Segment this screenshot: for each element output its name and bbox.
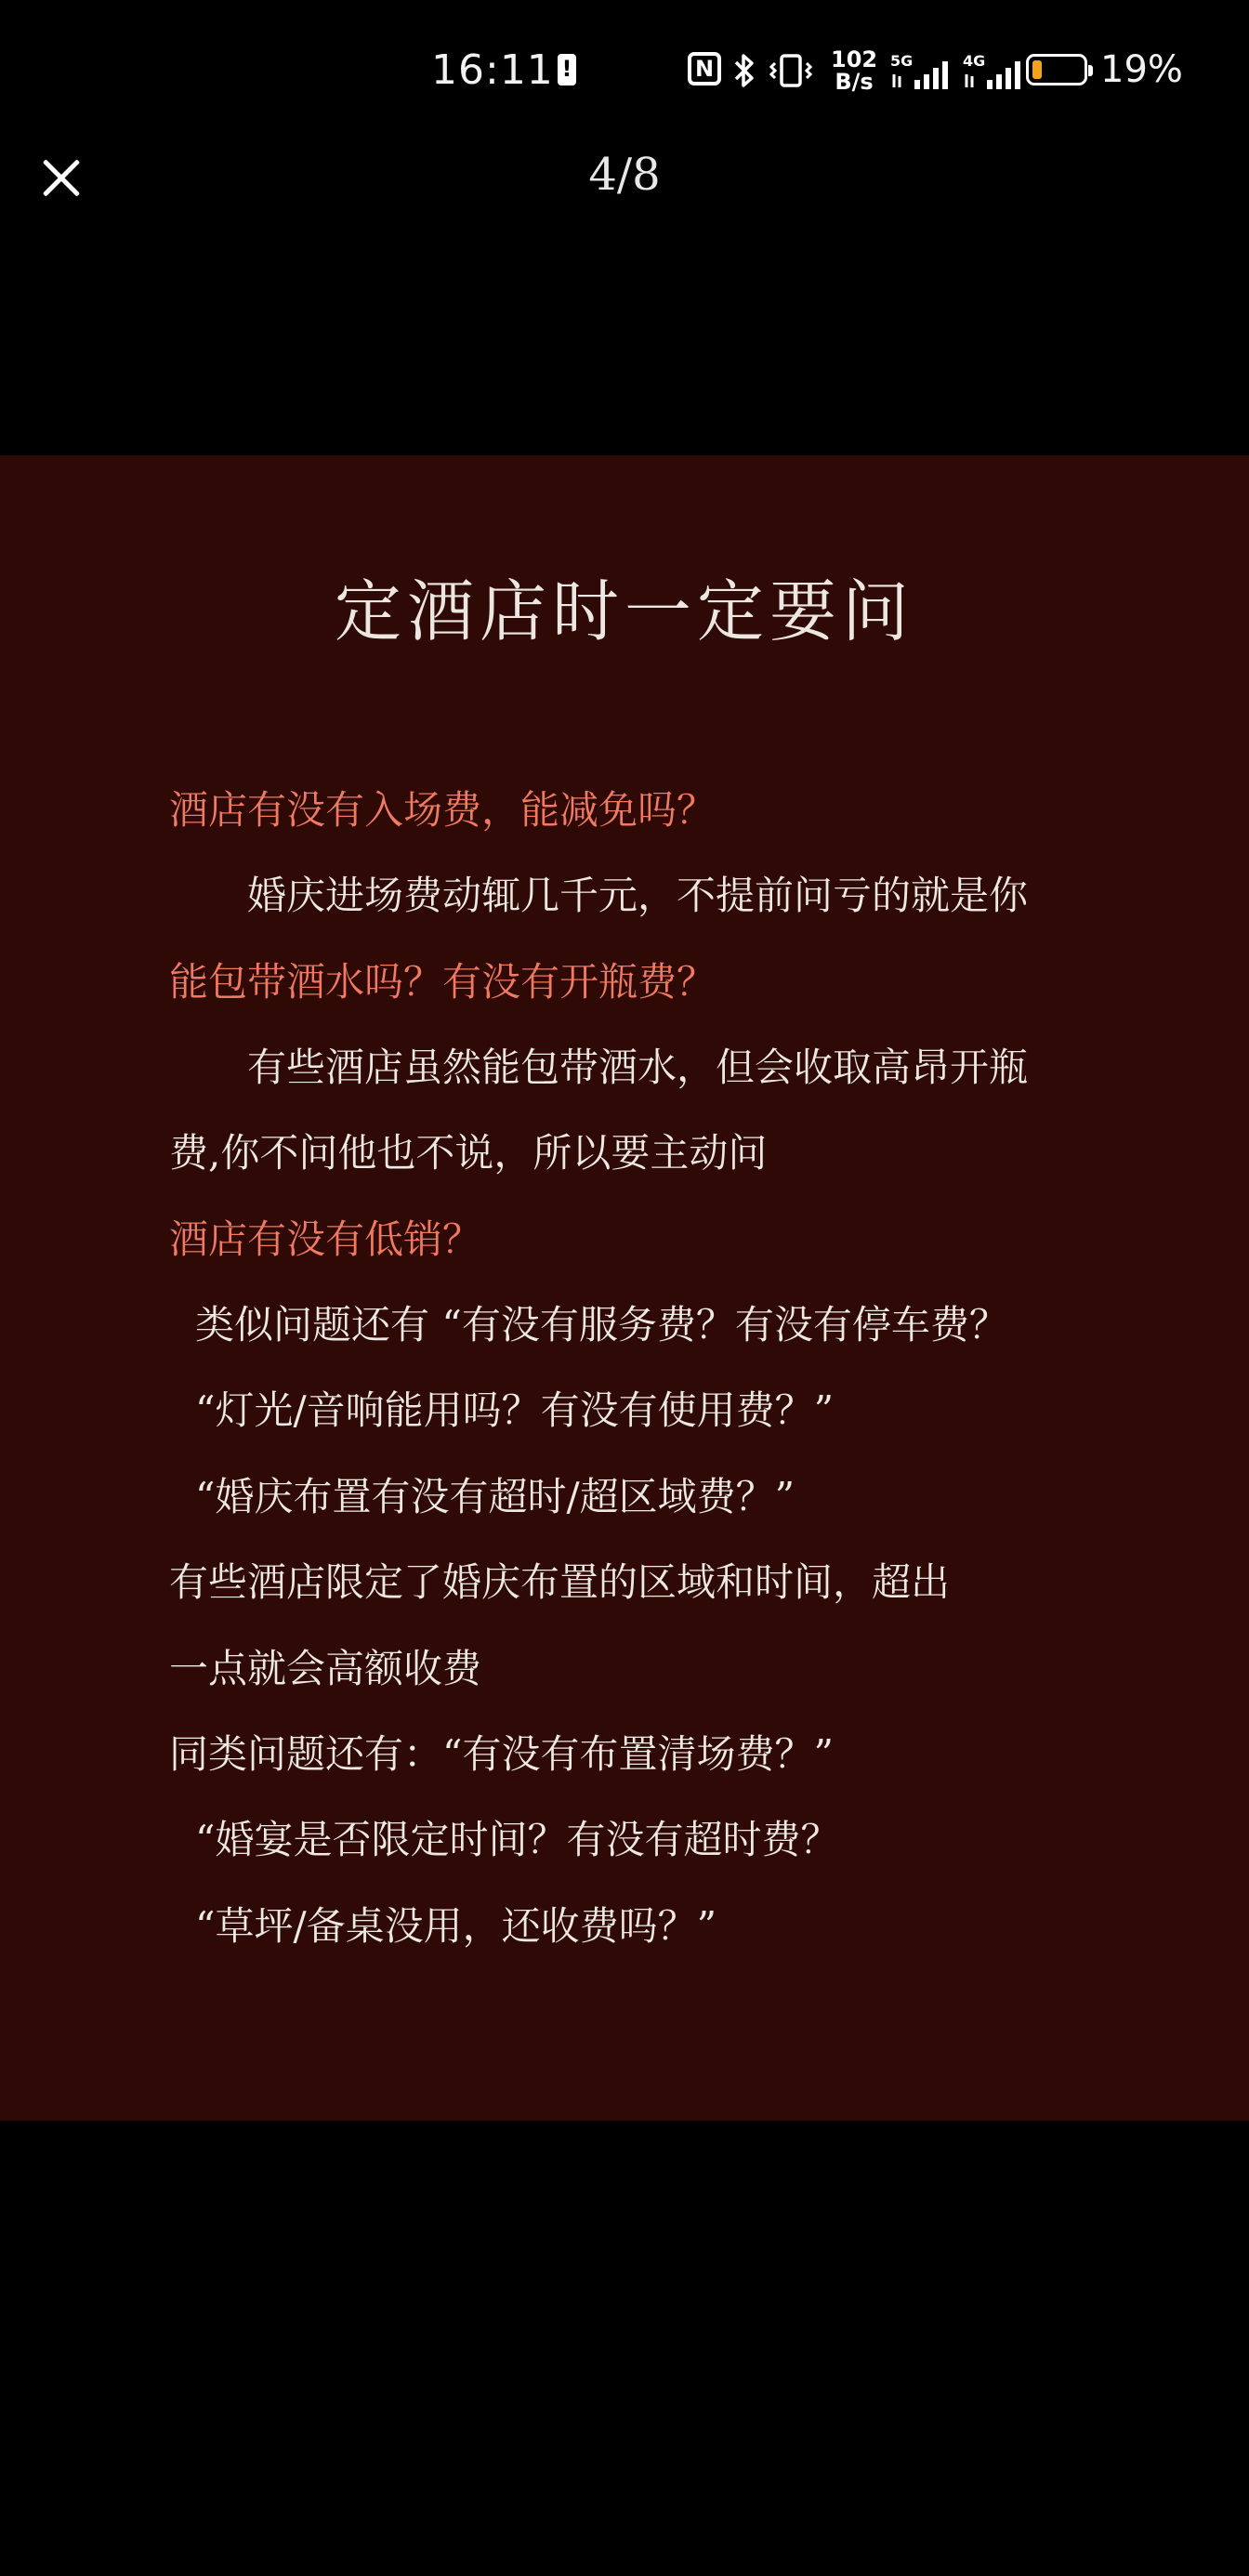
bluetooth-icon [732,52,756,89]
battery-percent: 19% [1100,48,1183,91]
answer-line: 有些酒店限定了婚庆布置的区域和时间，超出 [169,1559,951,1605]
answer-line: “婚庆布置有没有超时/超区域费？” [195,1474,795,1519]
status-time: 16:11 [431,46,554,94]
answer-line: 同类问题还有：“有没有布置清场费？” [169,1731,834,1777]
alert-icon [558,54,576,85]
battery-icon [1026,54,1087,85]
answer-line: 婚庆进场费动辄几千元，不提前问亏的就是你 [247,873,1029,918]
image-panel[interactable] [0,455,1249,2121]
answer-line: “婚宴是否限定时间？有没有超时费？ [195,1817,840,1862]
image-title: 定酒店时一定要问 [334,572,914,651]
question-line: 酒店有没有低销？ [169,1216,482,1262]
battery-level [1032,60,1042,79]
close-icon[interactable] [33,151,89,206]
net-speed: 102 B/s [831,46,878,95]
vibrate-icon [768,52,814,89]
answer-line: 类似问题还有 “有没有服务费？有没有停车费？ [195,1302,1008,1347]
signal-icon: 5G [890,54,965,91]
answer-line: 一点就会高额收费 [169,1646,482,1691]
answer-line: “灯光/音响能用吗？有没有使用费？” [195,1387,835,1433]
answer-line: 费,你不问他也不说，所以要主动问 [169,1130,768,1176]
answer-line: 有些酒店虽然能包带酒水，但会收取高昂开瓶 [247,1045,1029,1090]
signal-icon-2: 4G [963,54,1037,91]
question-line: 能包带酒水吗？有没有开瓶费？ [169,959,717,1005]
answer-line: “草坪/备桌没用，还收费吗？” [195,1903,717,1949]
question-line: 酒店有没有入场费，能减免吗？ [169,787,717,833]
nfc-icon: N [688,52,721,85]
status-bar [0,0,1249,149]
page-counter: 4/8 [588,149,661,201]
